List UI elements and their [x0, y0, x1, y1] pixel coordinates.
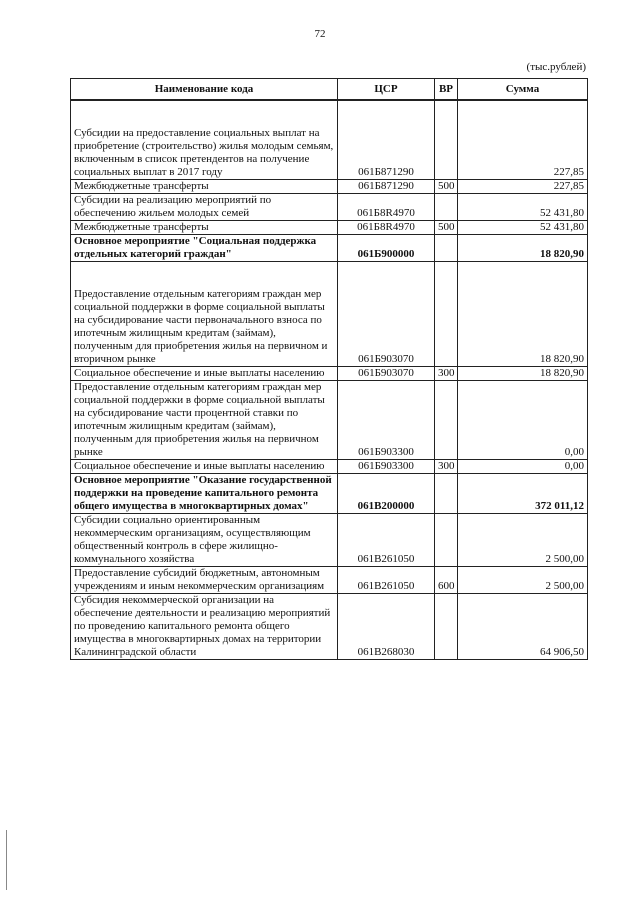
vr-cell: 500	[435, 180, 458, 194]
table-row	[71, 194, 588, 221]
sum-cell: 2 500,00	[458, 514, 588, 567]
sum-cell: 372 011,12	[458, 474, 588, 514]
vr-cell: 300	[435, 367, 458, 381]
budget-table	[70, 78, 588, 660]
vr-cell	[435, 262, 458, 367]
name-cell: Социальное обеспечение и иные выплаты населению	[71, 460, 338, 474]
sum-cell: 227,85	[458, 180, 588, 194]
unit-note: (тыс.рублей)	[526, 61, 586, 73]
vr-cell	[435, 474, 458, 514]
sum-cell: 227,85	[458, 100, 588, 180]
name-cell: Предоставление субсидий бюджетным, автономным учреждениям и иным некоммерческим организациям	[71, 567, 338, 594]
csr-cell: 061Б903070	[338, 262, 435, 367]
vr-cell	[435, 514, 458, 567]
header-name: Наименование кода	[71, 79, 338, 101]
table-row	[71, 594, 588, 660]
csr-cell: 061В261050	[338, 567, 435, 594]
header-vr: ВР	[435, 79, 458, 101]
name-cell: Межбюджетные трансферты	[71, 180, 338, 194]
vr-cell: 300	[435, 460, 458, 474]
table-row	[71, 381, 588, 460]
vr-cell	[435, 100, 458, 180]
table-row	[71, 460, 588, 474]
vr-cell	[435, 194, 458, 221]
csr-cell: 061Б900000	[338, 235, 435, 262]
header-sum: Сумма	[458, 79, 588, 101]
sum-cell: 18 820,90	[458, 235, 588, 262]
sum-cell: 2 500,00	[458, 567, 588, 594]
vr-cell: 500	[435, 221, 458, 235]
table-body	[71, 100, 588, 660]
csr-cell: 061В268030	[338, 594, 435, 660]
csr-cell: 061Б871290	[338, 100, 435, 180]
table-header-row	[71, 79, 588, 101]
table-row	[71, 474, 588, 514]
name-cell: Субсидии на реализацию мероприятий по обеспечению жильем молодых семей	[71, 194, 338, 221]
sum-cell: 52 431,80	[458, 221, 588, 235]
table-row	[71, 100, 588, 180]
name-cell: Социальное обеспечение и иные выплаты населению	[71, 367, 338, 381]
csr-cell: 061Б8R4970	[338, 194, 435, 221]
margin-mark	[6, 830, 7, 890]
sum-cell: 64 906,50	[458, 594, 588, 660]
table-row	[71, 221, 588, 235]
table-row	[71, 567, 588, 594]
csr-cell: 061Б903070	[338, 367, 435, 381]
sum-cell: 18 820,90	[458, 262, 588, 367]
csr-cell: 061Б871290	[338, 180, 435, 194]
name-cell: Субсидии социально ориентированным некоммерческим организациям, осуществляющим общественный контроль в сфере жилищно-коммунального хозяйства	[71, 514, 338, 567]
vr-cell	[435, 381, 458, 460]
table-row	[71, 514, 588, 567]
name-cell: Основное мероприятие "Социальная поддержка отдельных категорий граждан"	[71, 235, 338, 262]
sum-cell: 18 820,90	[458, 367, 588, 381]
vr-cell	[435, 594, 458, 660]
csr-cell: 061Б903300	[338, 460, 435, 474]
sum-cell: 52 431,80	[458, 194, 588, 221]
table-row	[71, 180, 588, 194]
name-cell: Субсидии на предоставление социальных выплат на приобретение (строительство) жилья молодым семьям, включенным в список претендентов на получение социальных выплат в 2017 году	[71, 100, 338, 180]
sum-cell: 0,00	[458, 381, 588, 460]
table-row	[71, 235, 588, 262]
vr-cell: 600	[435, 567, 458, 594]
header-csr: ЦСР	[338, 79, 435, 101]
vr-cell	[435, 235, 458, 262]
csr-cell: 061В200000	[338, 474, 435, 514]
csr-cell: 061Б8R4970	[338, 221, 435, 235]
name-cell: Основное мероприятие "Оказание государственной поддержки на проведение капитального ремонта общего имущества в многоквартирных домах"	[71, 474, 338, 514]
name-cell: Субсидия некоммерческой организации на обеспечение деятельности и реализацию мероприятий по проведению капитального ремонта общего имущества в многоквартирных домах на территории Калининградской области	[71, 594, 338, 660]
table-row	[71, 262, 588, 367]
name-cell: Межбюджетные трансферты	[71, 221, 338, 235]
table-row	[71, 367, 588, 381]
sum-cell: 0,00	[458, 460, 588, 474]
csr-cell: 061Б903300	[338, 381, 435, 460]
page-number: 72	[314, 28, 326, 40]
csr-cell: 061В261050	[338, 514, 435, 567]
name-cell: Предоставление отдельным категориям граждан мер социальной поддержки в форме социальной выплаты на субсидирование части процентной ставки по ипотечным жилищным кредитам (займам), полученным для приобретения жилья на первичном рынке	[71, 381, 338, 460]
name-cell: Предоставление отдельным категориям граждан мер социальной поддержки в форме социальной выплаты на субсидирование части первоначального взноса по ипотечным жилищным кредитам (займам), полученным для приобретения жилья на первичном и вторичном рынке	[71, 262, 338, 367]
